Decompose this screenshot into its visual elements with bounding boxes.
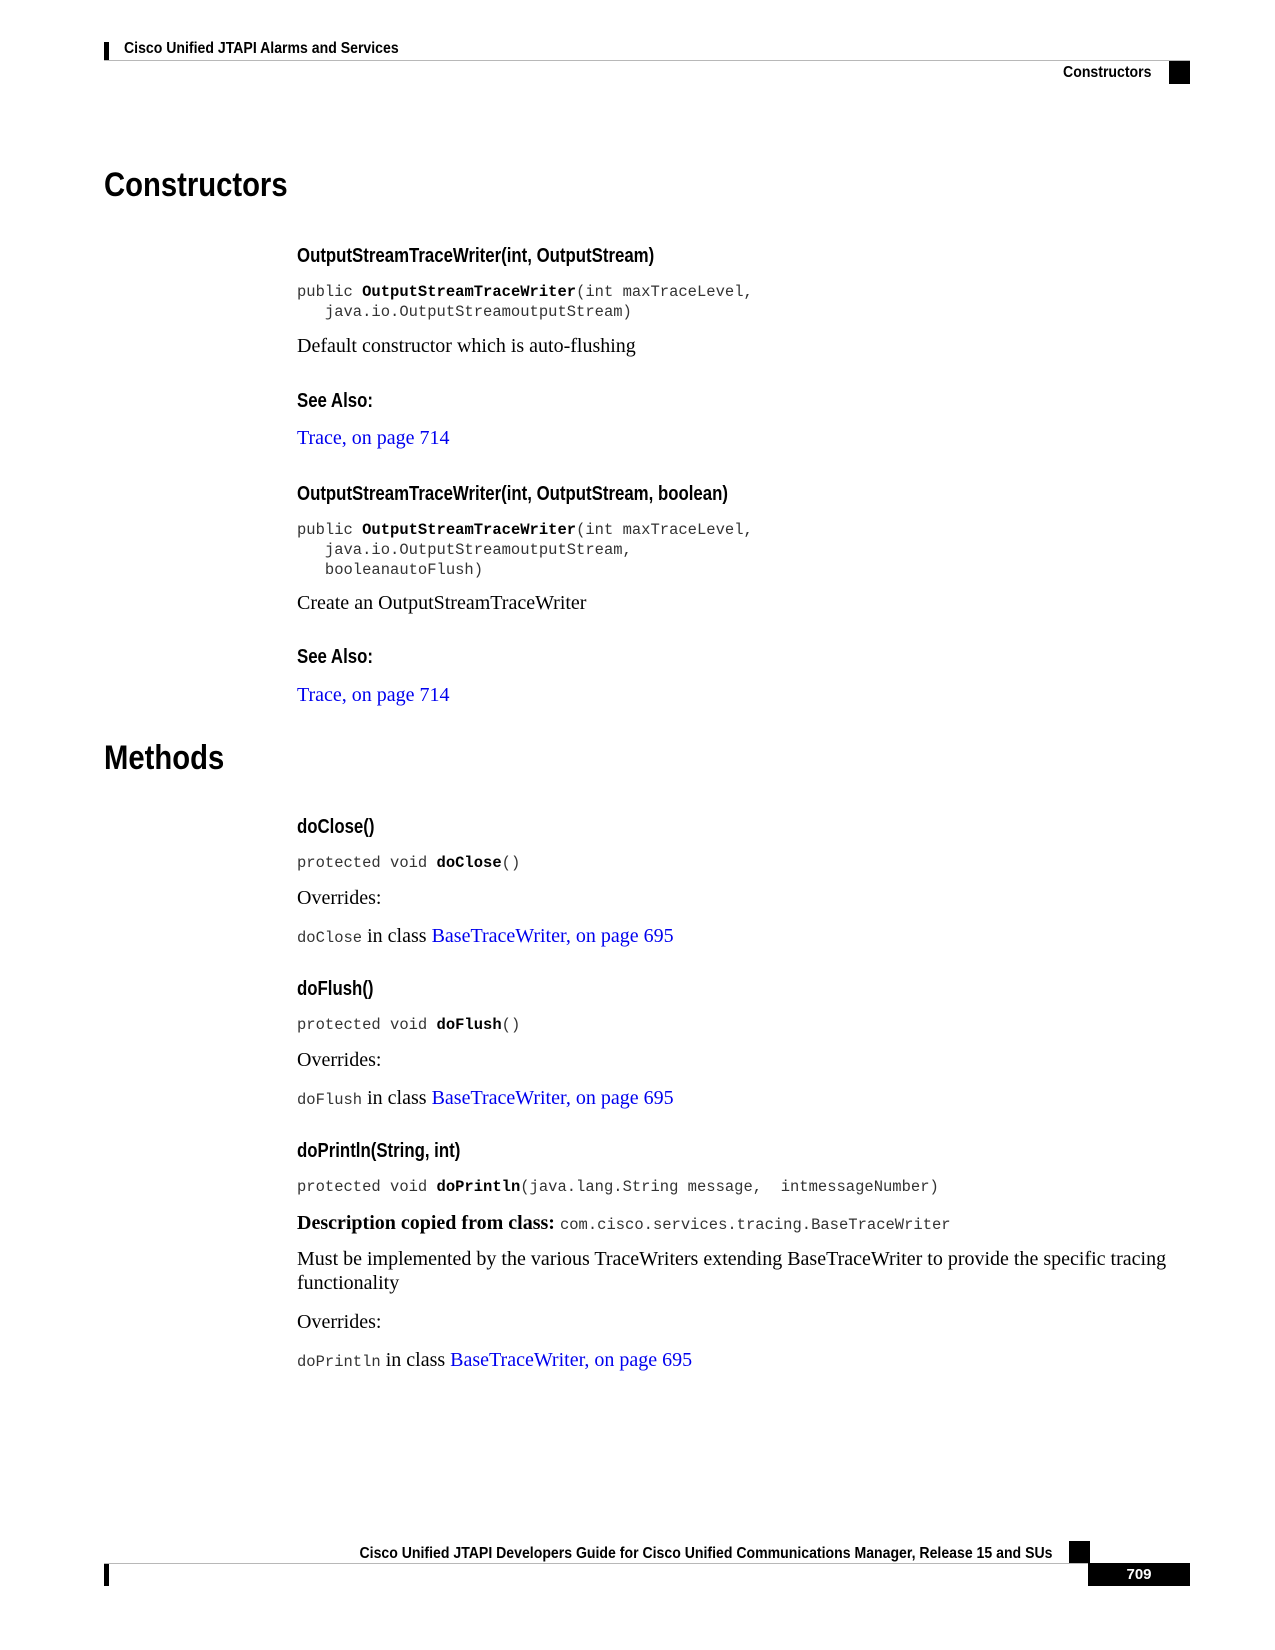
page-number: 709: [1088, 1563, 1190, 1586]
method-doflush-overrides: doFlush in class BaseTraceWriter, on page 695: [297, 1087, 674, 1109]
constructor-1-see-also: [297, 426, 450, 450]
constructor-2-title: OutputStreamTraceWriter(int, OutputStream, boolean): [297, 483, 728, 505]
method-doprintln-title: doPrintln(String, int): [297, 1140, 461, 1162]
method-doflush-override-code: doFlush: [297, 1091, 363, 1109]
method-doprintln-copied-from: [297, 1211, 951, 1237]
method-doprintln-copied-class: com.cisco.services.tracing.BaseTraceWriter: [559, 1216, 951, 1234]
method-doflush-title: doFlush(): [297, 978, 374, 1000]
method-doclose-overrides: doClose in class BaseTraceWriter, on page 695: [297, 925, 674, 947]
method-doflush-signature: protected void doFlush(): [297, 1016, 521, 1034]
method-doflush-override-link[interactable]: BaseTraceWriter, on page 695: [431, 1087, 674, 1109]
constructor-2-see-also-label: See Also:: [297, 646, 373, 668]
method-doflush-overrides-label: Overrides:: [297, 1049, 382, 1071]
footer-block: [1069, 1541, 1090, 1563]
constructor-2-signature: public OutputStreamTraceWriter(int maxTraceLevel, java.io.OutputStreamoutputStream, booleanautoFlush): [297, 521, 753, 579]
method-doclose-signature: protected void doClose(): [297, 854, 521, 872]
method-doclose-override-code: doClose: [297, 929, 363, 947]
footer-bar: [104, 1564, 109, 1586]
header-section-title: Constructors: [1062, 64, 1151, 81]
constructors-heading: Constructors: [104, 166, 288, 204]
method-doprintln-description: Must be implemented by the various TraceWriters extending BaseTraceWriter to provide the specific tracing functionality: [297, 1248, 1167, 1294]
constructor-2-see-also-link[interactable]: Trace, on page 714: [297, 684, 450, 706]
header-block: [1169, 61, 1190, 84]
method-doclose-override-link[interactable]: BaseTraceWriter, on page 695: [431, 925, 674, 947]
method-doprintln-copied-label: Description copied from class:: [297, 1212, 560, 1234]
constructor-1-see-also-label: See Also:: [297, 390, 373, 412]
header-rule: [104, 60, 1190, 61]
constructor-2-description: Create an OutputStreamTraceWriter: [297, 592, 587, 614]
method-doprintln-overrides: doPrintln in class BaseTraceWriter, on page 695: [297, 1349, 693, 1371]
footer-rule: [104, 1563, 1190, 1564]
methods-heading: Methods: [104, 739, 225, 777]
method-doprintln-override-link[interactable]: BaseTraceWriter, on page 695: [450, 1349, 693, 1371]
constructor-1-title: OutputStreamTraceWriter(int, OutputStream): [297, 245, 655, 267]
footer-doc-title: Cisco Unified JTAPI Developers Guide for Cisco Unified Communications Manager, Release 15 and SUs: [359, 1545, 1052, 1562]
method-doclose-overrides-label: Overrides:: [297, 887, 382, 909]
method-doprintln-override-code: doPrintln: [297, 1353, 381, 1371]
header-bar: [104, 42, 109, 61]
method-doprintln-signature: protected void doPrintln(java.lang.String message, intmessageNumber): [297, 1178, 939, 1196]
constructor-1-signature: public OutputStreamTraceWriter(int maxTraceLevel, java.io.OutputStreamoutputStream): [297, 283, 753, 321]
header-doc-title: Cisco Unified JTAPI Alarms and Services: [124, 40, 399, 57]
method-doprintln-overrides-label: Overrides:: [297, 1311, 382, 1333]
constructor-1-see-also-link[interactable]: Trace, on page 714: [297, 427, 450, 449]
constructor-1-description: Default constructor which is auto-flushing: [297, 335, 636, 357]
method-doclose-title: doClose(): [297, 816, 375, 838]
constructor-2-see-also: [297, 683, 450, 707]
